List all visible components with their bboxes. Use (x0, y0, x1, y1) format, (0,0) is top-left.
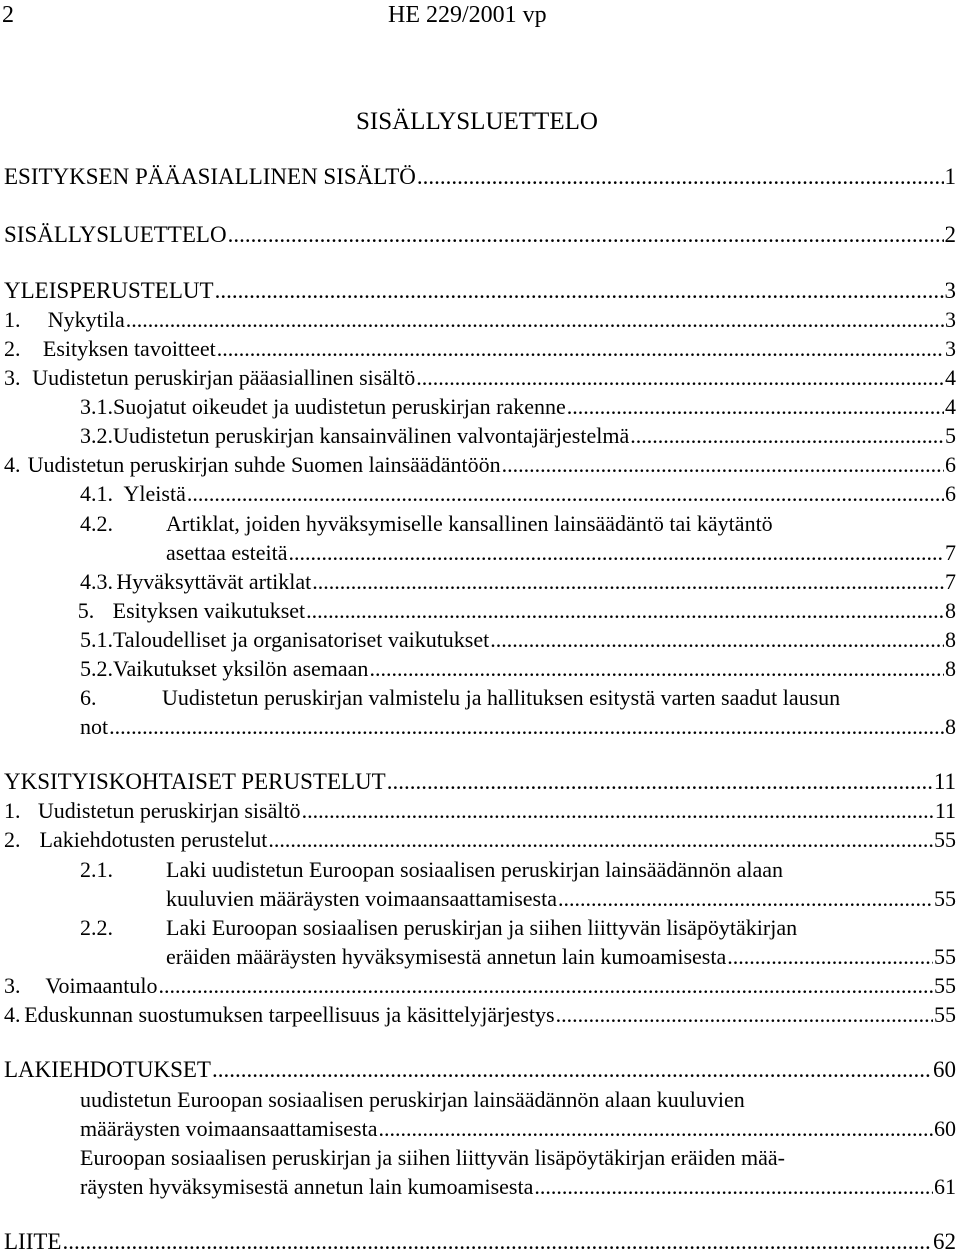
toc-entry[interactable] (4, 336, 956, 362)
toc-entry-page: 55 (934, 886, 956, 911)
toc-entry[interactable] (4, 365, 956, 391)
toc-entry-page: 6 (945, 452, 956, 477)
toc-entry[interactable] (80, 656, 956, 682)
toc-entry-page: 3 (945, 336, 956, 361)
toc-entry-text: Uudistetun peruskirjan valmistelu ja hallituksen esitystä varten saadut lausun (162, 685, 841, 710)
toc-entry-continuation[interactable] (166, 886, 956, 912)
toc-entry[interactable] (4, 164, 956, 190)
toc-entry[interactable] (80, 915, 797, 941)
dot-leader (369, 656, 944, 682)
toc-entry-text: Suojatut oikeudet ja uudistetun peruskirjan rakenne (113, 394, 566, 419)
toc-entry-page: 2 (944, 222, 956, 247)
toc-entry[interactable] (4, 973, 956, 999)
toc-entry-page: 61 (934, 1174, 956, 1199)
dot-leader (312, 569, 944, 595)
toc-entry-number: 2. (4, 336, 21, 361)
toc-entry-number: 3.2. (80, 423, 113, 448)
toc-entry-text: LIITE (4, 1229, 62, 1254)
toc-entry-page: 4 (945, 394, 956, 419)
toc-entry[interactable]: Euroopan sosiaalisen peruskirjan ja siihen liittyvän lisäpöytäkirjan eräiden mää- (80, 1145, 786, 1170)
toc-entry-text: Esityksen tavoitteet (42, 336, 216, 361)
toc-entry-text: Hyväksyttävät artiklat (116, 569, 312, 594)
toc-entry-page: 7 (945, 569, 956, 594)
dot-leader (534, 1174, 933, 1200)
toc-entry-number: 5.1. (80, 627, 113, 652)
dot-leader (289, 540, 944, 566)
toc-entry-number: 4. (4, 452, 21, 477)
toc-entry-number: 3.1. (80, 394, 113, 419)
toc-entry[interactable] (4, 307, 956, 333)
toc-entry-page: 55 (934, 827, 956, 852)
toc-entry-continuation[interactable] (80, 1174, 956, 1200)
toc-entry-page: 62 (933, 1229, 956, 1254)
toc-entry[interactable] (80, 481, 956, 507)
toc-entry[interactable] (4, 769, 956, 795)
toc-entry-page: 1 (944, 164, 956, 189)
toc-entry-text: Lakiehdotusten perustelut (39, 827, 268, 852)
toc-entry[interactable] (77, 598, 956, 624)
dot-leader (187, 481, 944, 507)
toc-entry-continuation[interactable] (166, 540, 956, 566)
toc-entry[interactable] (4, 278, 956, 304)
dot-leader (212, 1057, 932, 1083)
toc-entry-text: kuuluvien määräysten voimaansaattamisesta (166, 886, 557, 911)
toc-entry-page: 8 (945, 598, 956, 623)
dot-leader (268, 827, 933, 853)
page-number: 2 (2, 2, 14, 28)
toc-entry[interactable] (4, 1002, 956, 1028)
toc-entry-text: asettaa esteitä (166, 540, 288, 565)
toc-entry-number: 6. (80, 685, 97, 710)
toc-entry[interactable] (4, 798, 956, 824)
toc-entry-page: 8 (945, 714, 956, 739)
toc-entry-page: 60 (933, 1057, 956, 1082)
toc-entry-text: Laki Euroopan sosiaalisen peruskirjan ja siihen liittyvän lisäpöytäkirjan (166, 915, 798, 940)
dot-leader (417, 164, 944, 190)
dot-leader (215, 278, 944, 304)
toc-entry[interactable] (80, 685, 840, 711)
toc-entry-text: määräysten voimaansaattamisesta (80, 1116, 378, 1141)
toc-entry-text: LAKIEHDOTUKSET (4, 1057, 211, 1082)
toc-entry[interactable] (80, 857, 783, 883)
toc-entry-page: 6 (945, 481, 956, 506)
toc-entry-text: räysten hyväksymisestä annetun lain kumoamisesta (80, 1174, 534, 1199)
toc-entry-page: 11 (934, 798, 956, 823)
toc-entry-page: 11 (933, 769, 956, 794)
toc-entry-page: 4 (945, 365, 956, 390)
toc-entry[interactable] (4, 222, 956, 248)
toc-entry-page: 3 (945, 307, 956, 332)
toc-entry[interactable] (4, 827, 956, 853)
dot-leader (158, 973, 933, 999)
toc-entry-text: Uudistetun peruskirjan kansainvälinen valvontajärjestelmä (113, 423, 630, 448)
toc-entry-number: 1. (4, 307, 21, 332)
toc-entry-page: 3 (944, 278, 956, 303)
toc-entry-number: 3. (4, 973, 21, 998)
toc-entry-text: Taloudelliset ja organisatoriset vaikutukset (113, 627, 490, 652)
dot-leader (727, 944, 933, 970)
dot-leader (630, 423, 944, 449)
toc-entry[interactable]: uudistetun Euroopan sosiaalisen peruskirjan lainsäädännön alaan kuuluvien (80, 1087, 745, 1112)
toc-entry-page: 8 (945, 656, 956, 681)
dot-leader (228, 222, 944, 248)
toc-entry-text: Uudistetun peruskirjan sisältö (37, 798, 301, 823)
toc-entry-number: 4.1. (80, 481, 113, 506)
toc-entry-text: eräiden määräysten hyväksymisestä annetun lain kumoamisesta (166, 944, 727, 969)
toc-entry-text: Uudistetun peruskirjan pääasiallinen sisältö (32, 365, 416, 390)
toc-entry[interactable] (80, 423, 956, 449)
toc-entry[interactable] (80, 511, 773, 537)
toc-entry[interactable] (80, 627, 956, 653)
dot-leader (302, 798, 934, 824)
dot-leader (306, 598, 944, 624)
toc-entry-text: Esityksen vaikutukset (112, 598, 306, 623)
document-id: HE 229/2001 vp (388, 2, 547, 28)
toc-entry-text: Artiklat, joiden hyväksymiselle kansallinen lainsäädäntö tai käytäntö (166, 511, 773, 536)
toc-entry-continuation[interactable] (80, 1116, 956, 1142)
toc-entry-number: 2. (4, 827, 21, 852)
dot-leader (490, 627, 944, 653)
toc-entry-text: YKSITYISKOHTAISET PERUSTELUT (4, 769, 386, 794)
dot-leader (126, 307, 944, 333)
toc-entry[interactable] (80, 394, 956, 420)
toc-entry-number: 3. (4, 365, 21, 390)
toc-entry-number: 4. (4, 1002, 21, 1027)
toc-entry-text: Uudistetun peruskirjan suhde Suomen lainsäädäntöön (27, 452, 501, 477)
dot-leader (62, 1229, 932, 1255)
dot-leader (556, 1002, 933, 1028)
toc-entry-continuation[interactable] (166, 944, 956, 970)
toc-entry[interactable] (4, 452, 956, 478)
toc-entry-text: Vaikutukset yksilön asemaan (113, 656, 369, 681)
toc-entry-number: 2.1. (80, 857, 113, 882)
toc-entry-number: 2.2. (80, 915, 113, 940)
toc-entry-page: 55 (934, 973, 956, 998)
toc-title: SISÄLLYSLUETTELO (356, 108, 598, 135)
toc-entry-number: 5. (77, 598, 95, 623)
toc-entry-number: 5.2. (80, 656, 113, 681)
toc-entry-page: 55 (934, 944, 956, 969)
toc-entry-text: Yleistä (123, 481, 186, 506)
toc-entry-text: Eduskunnan suostumuksen tarpeellisuus ja käsittelyjärjestys (24, 1002, 555, 1027)
dot-leader (387, 769, 933, 795)
toc-entry[interactable] (4, 1229, 956, 1255)
toc-entry[interactable] (4, 1057, 956, 1083)
toc-entry-page: 7 (945, 540, 956, 565)
toc-entry-page: 8 (945, 627, 956, 652)
dot-leader (416, 365, 944, 391)
toc-entry-text: ESITYKSEN PÄÄASIALLINEN SISÄLTÖ (4, 164, 416, 189)
dot-leader (379, 1116, 934, 1142)
toc-entry-text: Nykytila (47, 307, 125, 332)
toc-entry[interactable] (80, 569, 956, 595)
toc-entry-number: 1. (4, 798, 21, 823)
dot-leader (567, 394, 944, 420)
toc-entry-text: SISÄLLYSLUETTELO (4, 222, 227, 247)
toc-entry-text: not (80, 714, 109, 739)
toc-entry-text: YLEISPERUSTELUT (4, 278, 214, 303)
dot-leader (109, 714, 944, 740)
toc-entry-page: 5 (945, 423, 956, 448)
toc-entry-text: Laki uudistetun Euroopan sosiaalisen peruskirjan lainsäädännön alaan (166, 857, 784, 882)
toc-entry-page: 55 (934, 1002, 956, 1027)
toc-entry-number: 4.2. (80, 511, 113, 536)
toc-entry-page: 60 (934, 1116, 956, 1141)
toc-entry-continuation[interactable] (80, 714, 956, 740)
dot-leader (217, 336, 944, 362)
dot-leader (558, 886, 933, 912)
toc-entry-text: Voimaantulo (45, 973, 158, 998)
dot-leader (502, 452, 944, 478)
toc-entry-number: 4.3. (80, 569, 113, 594)
